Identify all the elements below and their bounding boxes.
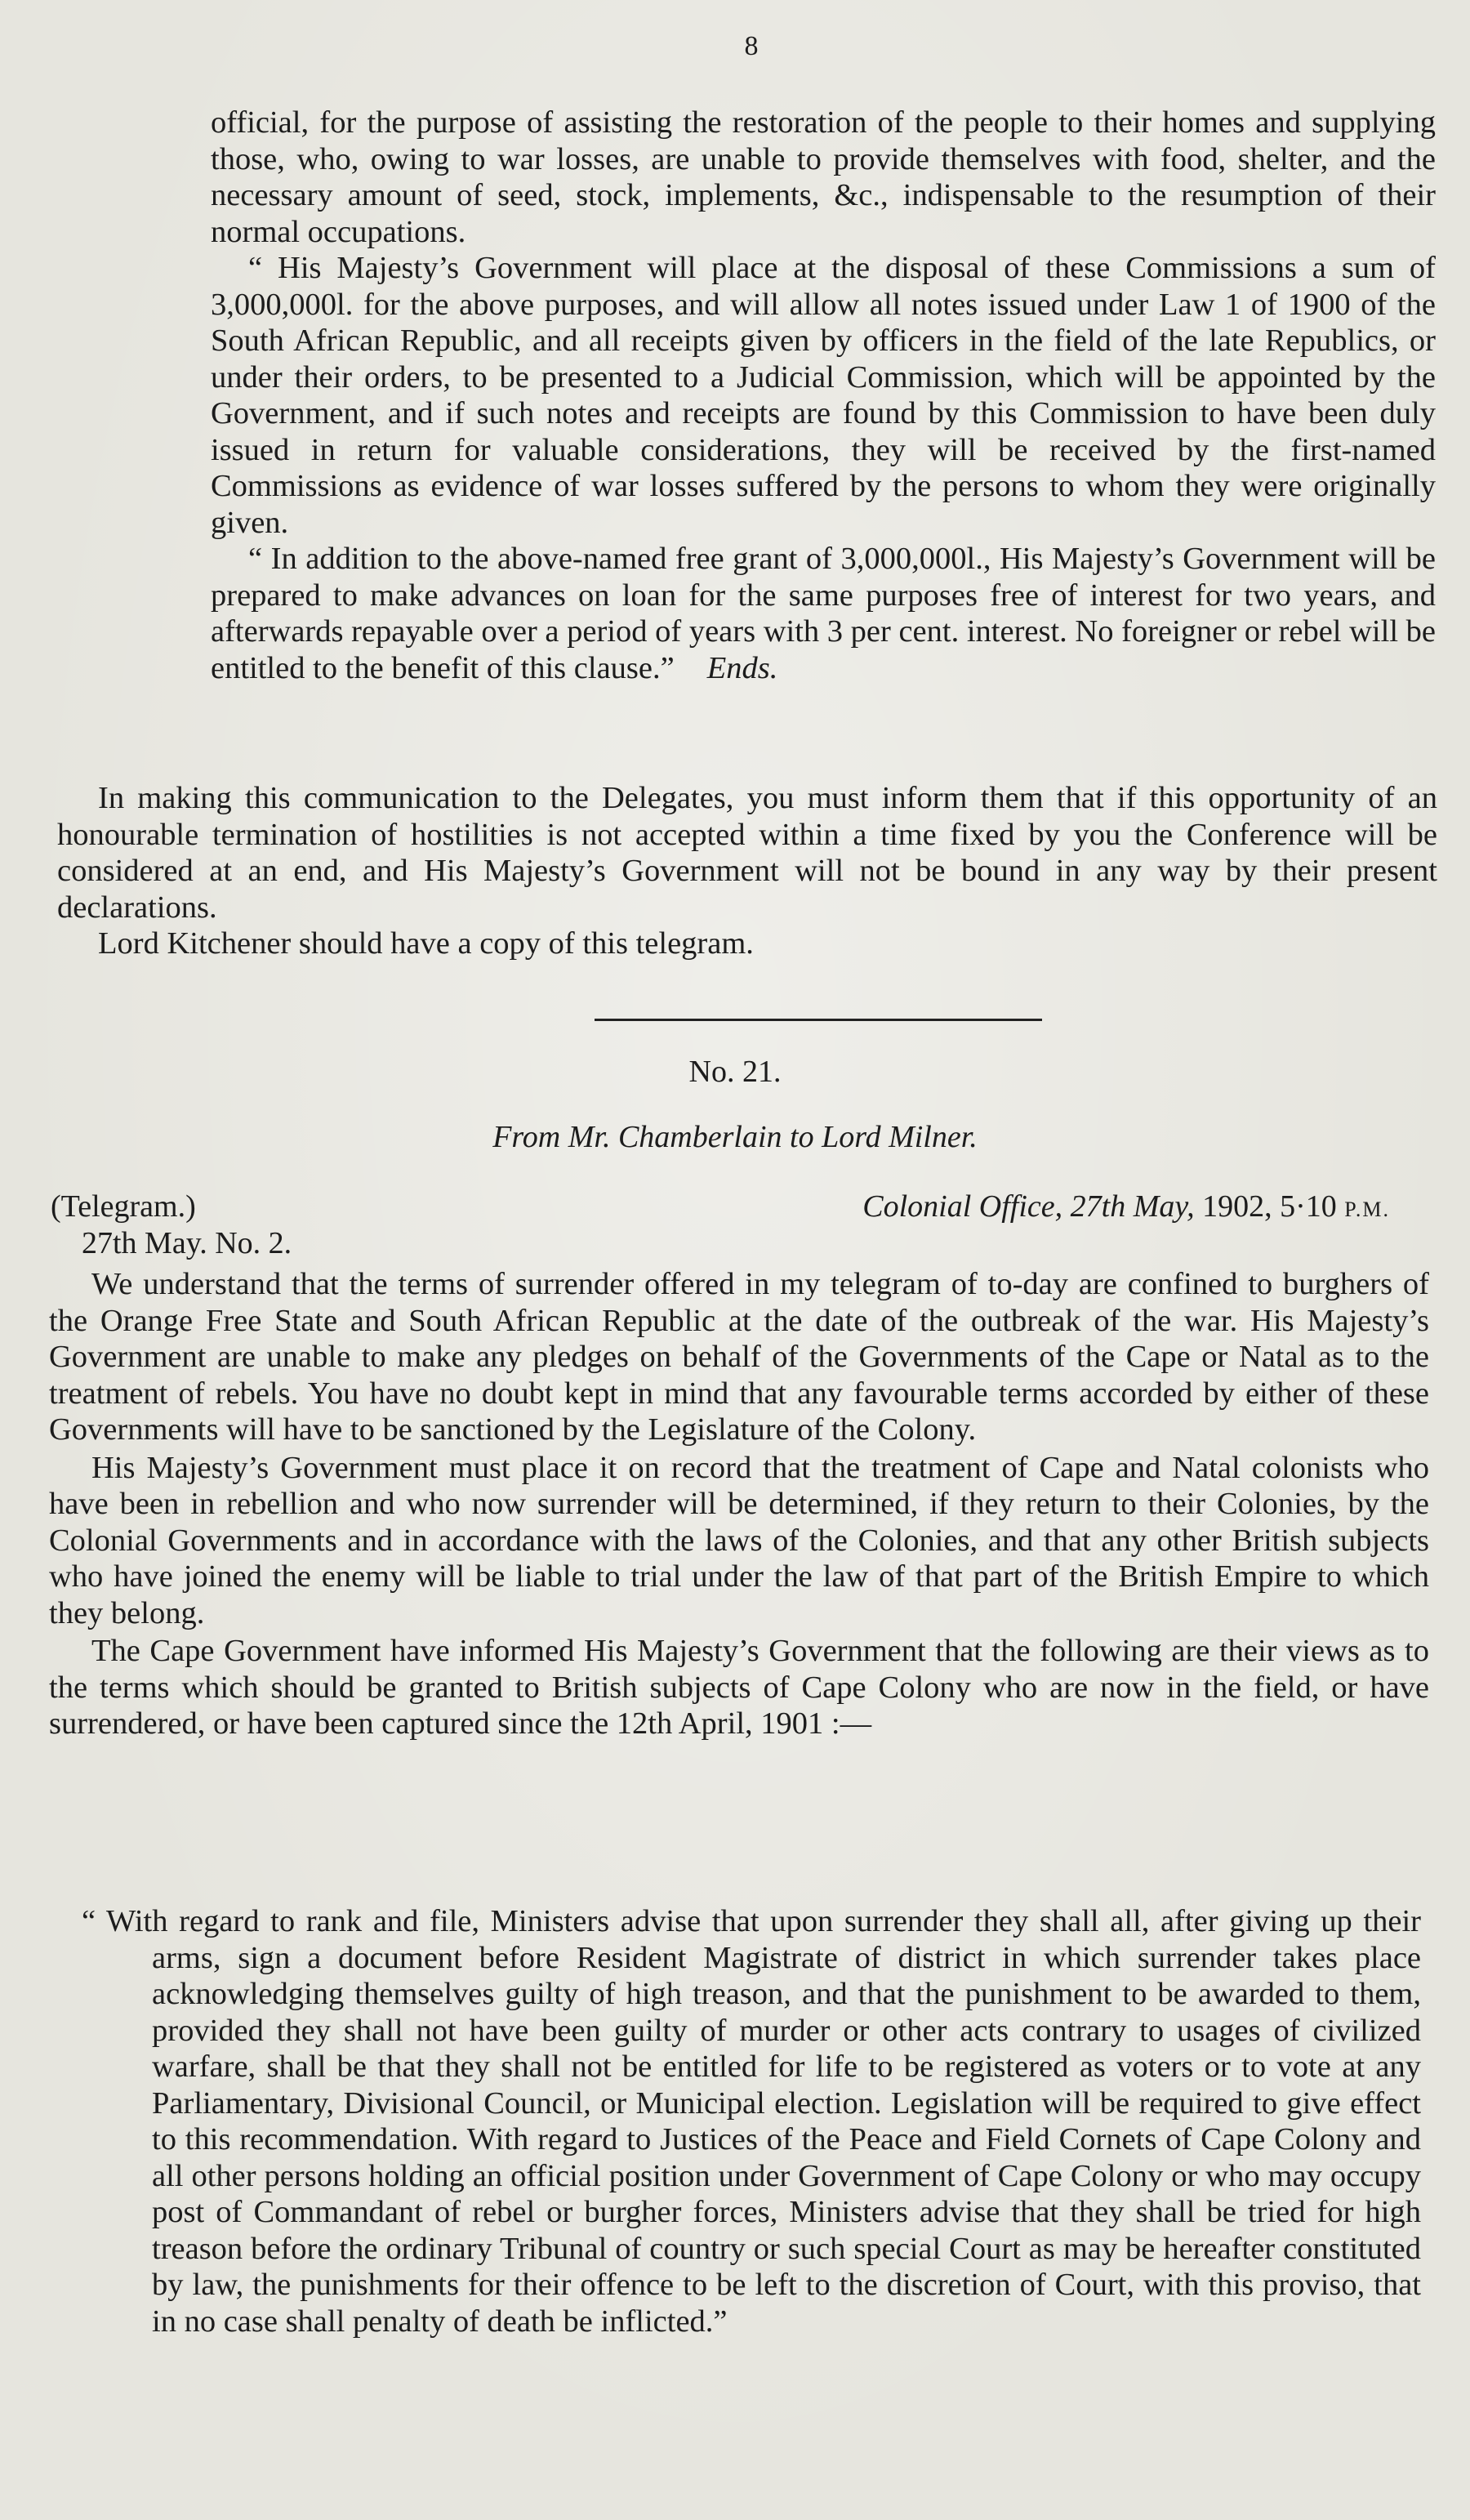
document-heading: From Mr. Chamberlain to Lord Milner. bbox=[492, 1120, 978, 1154]
quote-paragraph-3-text: “ In addition to the above-named free grant of 3,000,000l., His Majesty’s Government will be prepared to make advances on loan for the same purposes free of interest for two years, and afterwards repayable over a period of years with 3 per cent. interest. No foreigner or rebel will be entitled to the benefit of this clause.” bbox=[211, 542, 1436, 685]
instruction-paragraphs bbox=[57, 780, 1437, 962]
document-number: No. 21. bbox=[688, 1055, 782, 1089]
telegram-year-time: 1902, 5·10 bbox=[1194, 1189, 1337, 1224]
telegram-label: (Telegram.) bbox=[51, 1189, 196, 1224]
quote-paragraph-3 bbox=[211, 541, 1436, 686]
telegram-dateline: 27th May. No. 2. bbox=[82, 1226, 292, 1260]
telegram-paragraph-2: His Majesty’s Government must place it on record that the treatment of Cape and Natal colonists who have been in rebellion and who now surrender will be determined, if they return to their Colonies, by the Colonial Governments and in accordance with the laws of the Colonies, and that any other British subjects who have joined the enemy will be liable to trial under the law of that part of the British Empire to which they belong. bbox=[49, 1450, 1429, 1630]
telegram-pm: P.M. bbox=[1344, 1198, 1390, 1221]
telegram-body bbox=[49, 1266, 1429, 1742]
quote-paragraph-2: “ His Majesty’s Government will place at the disposal of these Commissions a sum of 3,000,000l. for the above purposes, and will allow all notes issued under Law 1 of 1900 of the South African Republic, and all receipts given by officers in the field of the late Republics, or under their orders, to be presented to a Judicial Commission, which will be appointed by the Government, and if such notes and receipts are found by this Commission to have been duly issued in return for valuable considerations, they will be received by the first-named Commissions as evidence of war losses suffered by the persons to whom they were originally given. bbox=[211, 251, 1436, 540]
page-number: 8 bbox=[744, 31, 759, 61]
quoted-terms-block bbox=[211, 105, 1436, 686]
telegram-paragraph-1: We understand that the terms of surrender offered in my telegram of to-day are confined to burghers of the Orange Free State and South African Republic at the date of the outbreak of the war. His Majesty’s Government are unable to make any pledges on behalf of the Governments of the Cape or Natal as to the treatment of rebels. You have no doubt kept in mind that any favourable terms accorded by either of these Governments will have to be sanctioned by the Legislature of the Colony. bbox=[49, 1267, 1429, 1447]
telegram-paragraph-3: The Cape Government have informed His Majesty’s Government that the following are their views as to the terms which should be granted to British subjects of Cape Colony who are now in the field, or have surrendered, or have been captured since the 12th April, 1901 :— bbox=[49, 1634, 1429, 1741]
telegram-origin bbox=[862, 1189, 1390, 1224]
quote-paragraph-1: official, for the purpose of assisting the restoration of the people to their homes and supplying those, who, owing to war losses, are unable to provide themselves with food, shelter, and the necessary amount of seed, stock, implements, &c., indispensable to the resumption of their normal occupations. bbox=[211, 105, 1436, 249]
cape-quote-paragraph: “ With regard to rank and file, Ministers advise that upon surrender they shall all, after giving up their arms, sign a document before Resident Magistrate of district in which surrender takes place acknowledging themselves guilty of high treason, and that the punishment to be awarded to them, provided they shall not have been guilty of murder or other acts contrary to usages of civilized warfare, shall be that they shall not be entitled for life to be registered as voters or to vote at any Parliamentary, Divisional Council, or Municipal election. Legislation will be required to give effect to this recommendation. With regard to Justices of the Peace and Field Cornets of Cape Colony and all other persons holding an official position under Government of Cape Colony or who may occupy post of Commandant of rebel or burgher forces, Ministers advise that they shall be tried for high treason before the ordinary Tribunal of country or such special Court as may be hereafter constituted by law, the punishments for their offence to be left to the discretion of Court, with this proviso, that in no case shall penalty of death be inflicted.” bbox=[82, 1904, 1421, 2339]
cape-government-quote bbox=[82, 1903, 1421, 2339]
ends-marker: Ends. bbox=[706, 650, 778, 685]
instruction-paragraph-1: In making this communication to the Delegates, you must inform them that if this opportunity of an honourable termination of hostilities is not accepted within a time fixed by you the Conference will be considered at an end, and His Majesty’s Government will not be bound in any way by their present declarations. bbox=[57, 781, 1437, 925]
instruction-paragraph-2: Lord Kitchener should have a copy of this telegram. bbox=[98, 926, 754, 961]
section-divider bbox=[595, 1019, 1042, 1021]
telegram-place-date: Colonial Office, 27th May, bbox=[862, 1189, 1195, 1224]
